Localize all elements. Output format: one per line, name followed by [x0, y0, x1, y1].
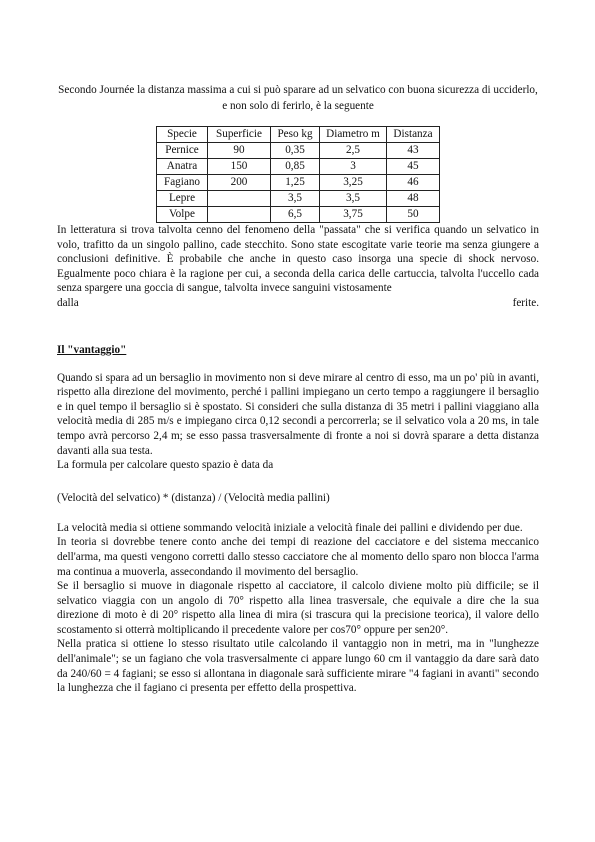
paragraph-velocita-media: La velocità media si ottiene sommando velocità iniziale a velocità finale dei pallini e dividendo per due.	[57, 521, 523, 534]
table-cell: Fagiano	[157, 175, 208, 191]
table-cell: 0,85	[271, 159, 320, 175]
table-cell: 3,5	[320, 191, 387, 207]
header-superficie: Superficie	[208, 127, 271, 143]
table-cell: Lepre	[157, 191, 208, 207]
paragraph-formula-intro: La formula per calcolare questo spazio è data da	[57, 459, 274, 472]
table-cell: 2,5	[320, 143, 387, 159]
table-cell: 1,25	[271, 175, 320, 191]
paragraph-diagonale: Se il bersaglio si muove in diagonale rispetto al cacciatore, il calcolo diviene molto più difficile; se il selvatico viaggia con un angolo di 70° rispetto alla linea trasversale, che equivale a dire che la sua direzione di moto è di 20° rispetto alla linea di mira (si trascura qui la precisione teorica), il valore dello scostamento si otterrà moltiplicando il precedente valore per cos70° oppure per sen20°.	[57, 580, 539, 636]
paragraph-passata: In letteratura si trova talvolta cenno del fenomeno della "passata" che si verifica quando un selvatico in volo, trafitto da un singolo pallino, cade stecchito. Sono state escogitate varie teorie ma senza giungere a conclusioni definitive. È probabile che anche in questo caso insorga una specie di shock nervoso. Egualmente poco chiara è la ragione per cui, a seconda della carica delle cartuccia, talvolta l'uccello cada senza spargere una goccia di sangue, talvolta invece sanguini vistosamente	[57, 224, 539, 295]
table-row	[157, 207, 440, 223]
table-cell: 50	[387, 207, 440, 223]
paragraph-vantaggio: Quando si spara ad un bersaglio in movimento non si deve mirare al centro di esso, ma un po' più in avanti, rispetto alla direzione del movimento, perché i pallini impiegano un certo tempo a raggiungere il bersaglio e in quel tempo il bersaglio si è spostato. Si consideri che sulla distanza di 35 metri i pallini viaggiano alla velocità media di 285 m/s e impiegano circa 0,12 secondi a percorrerla; se il selvatico vola a 20 ms, in tale tempo avrà percorso 2,4 m; se esso passa trasversalmente di fronte a noi si dovrà sparare a detta distanza davanti alla sua testa.	[57, 371, 539, 457]
table-cell: 3,5	[271, 191, 320, 207]
table-cell	[208, 207, 271, 223]
intro-text: Secondo Journée la distanza massima a cui si può sparare ad un selvatico con buona sicurezza di ucciderlo, e non solo di ferirlo, è la seguente	[58, 84, 538, 112]
table-cell: Volpe	[157, 207, 208, 223]
table-row	[157, 143, 440, 159]
last-line-right: ferite.	[512, 296, 539, 309]
table-row	[157, 159, 440, 175]
table-row	[157, 175, 440, 191]
distance-table	[156, 126, 440, 223]
table-cell: 46	[387, 175, 440, 191]
table-cell: 3	[320, 159, 387, 175]
table-cell: Anatra	[157, 159, 208, 175]
header-diametro: Diametro m	[320, 127, 387, 143]
header-peso: Peso kg	[271, 127, 320, 143]
document-page	[57, 82, 539, 696]
table-cell	[208, 191, 271, 207]
paragraph-lunghezze: Nella pratica si ottiene lo stesso risultato utile calcolando il vantaggio non in metri, ma in "lunghezze dell'animale"; se un fagiano che vola trasversalmente ci appare lungo 60 cm il vantaggio da dare sarà dato da 240/60 = 4 fagiani; se esso si allontana in diagonale sarà sufficiente mirare "4 fagiani in avanti" secondo la lunghezza che il fagiano ci presenta per effetto della prospettiva.	[57, 638, 539, 695]
table-row	[157, 191, 440, 207]
paragraph-passata-last-line	[57, 296, 539, 311]
table-cell: 45	[387, 159, 440, 175]
table-cell: 90	[208, 143, 271, 159]
paragraph-tempi-reazione: In teoria si dovrebbe tenere conto anche dei tempi di reazione del cacciatore e del sistema meccanico dell'arma, ma questi vengono corretti dallo stesso cacciatore che al momento dello sparo non blocca l'arma ma continua a muoverla, assecondando il movimento del bersaglio.	[57, 536, 539, 578]
formula: (Velocità del selvatico) * (distanza) / (Velocità media pallini)	[57, 491, 330, 504]
table-cell: 150	[208, 159, 271, 175]
table-cell: 6,5	[271, 207, 320, 223]
header-distanza: Distanza	[387, 127, 440, 143]
section-title: Il "vantaggio"	[57, 343, 127, 356]
header-specie: Specie	[157, 127, 208, 143]
table-cell: 48	[387, 191, 440, 207]
last-line-left: dalla	[57, 296, 79, 309]
table-cell: 200	[208, 175, 271, 191]
table-header-row	[157, 127, 440, 143]
table-cell: 0,35	[271, 143, 320, 159]
table-cell: 3,25	[320, 175, 387, 191]
table-cell: 3,75	[320, 207, 387, 223]
table-cell: Pernice	[157, 143, 208, 159]
table-cell: 43	[387, 143, 440, 159]
